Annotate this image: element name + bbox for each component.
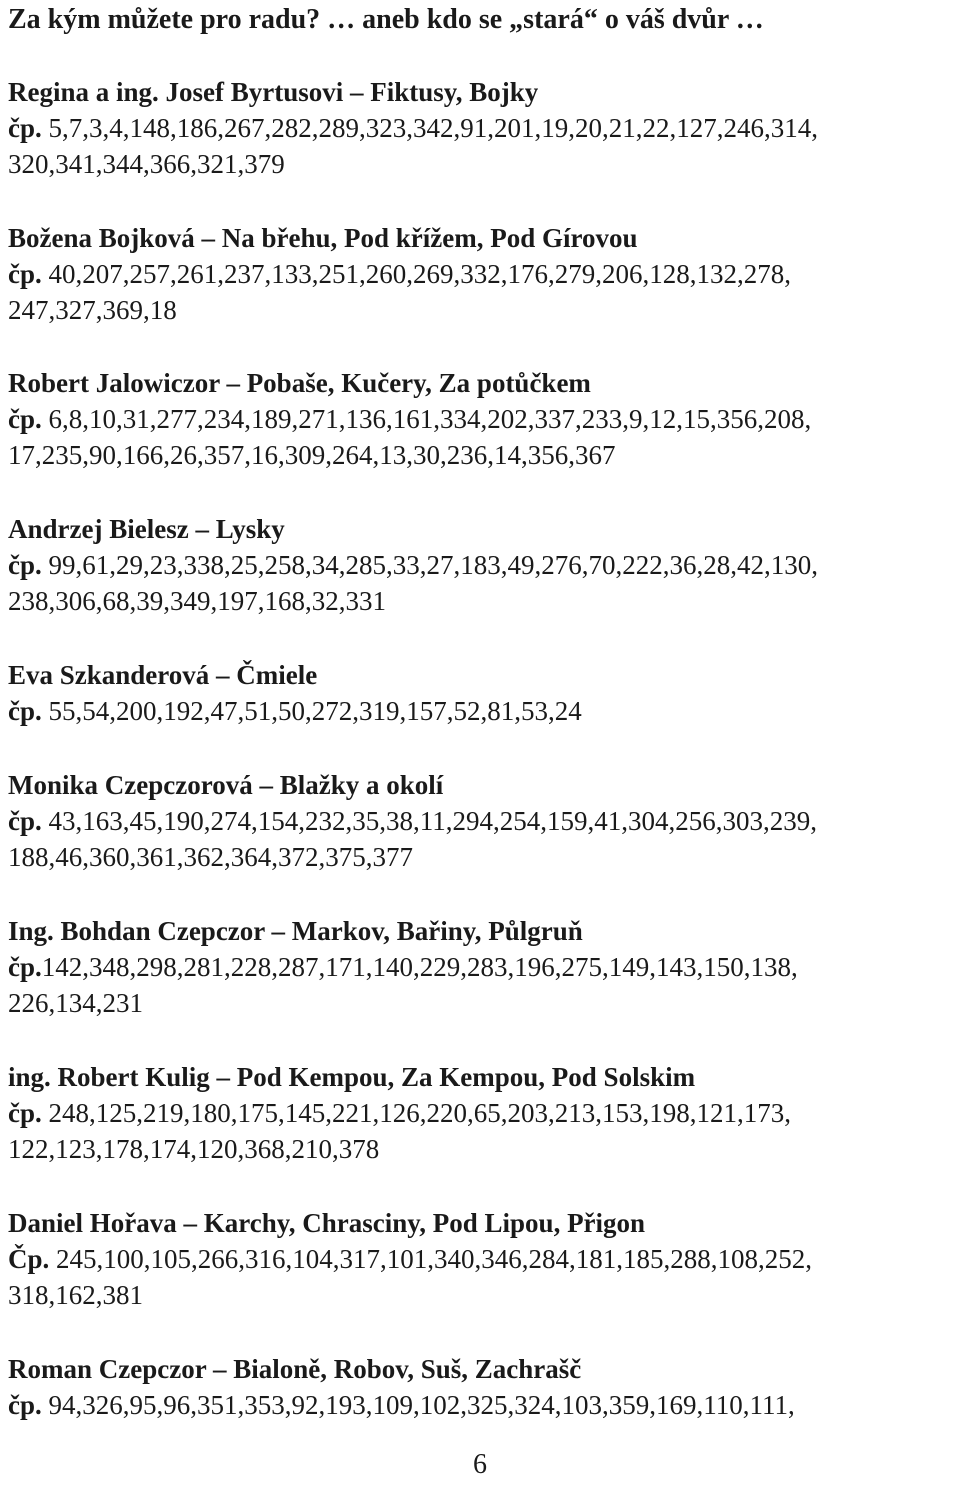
entry-name: ing. Robert Kulig – Pod Kempou, Za Kempou, Pod Solskim — [8, 1062, 696, 1092]
house-numbers-line: čp.142,348,298,281,228,287,171,140,229,283,196,275,149,143,150,138, — [8, 952, 798, 982]
entry-name: Eva Szkanderová – Čmiele — [8, 660, 318, 690]
house-number-prefix: čp. — [8, 1390, 42, 1420]
entry-byrtusovi — [8, 74, 956, 182]
house-numbers — [8, 401, 956, 473]
house-numbers — [8, 693, 956, 729]
entry-bohdan-czepczor — [8, 913, 956, 1021]
entry-horava — [8, 1205, 956, 1313]
entry-bielesz — [8, 511, 956, 619]
house-numbers — [8, 256, 956, 328]
house-number-prefix: čp. — [8, 404, 42, 434]
entry-name: Roman Czepczor – Bialoně, Robov, Suš, Zachrašč — [8, 1354, 582, 1384]
house-numbers-line: 122,123,178,174,120,368,210,378 — [8, 1134, 380, 1164]
house-numbers — [8, 547, 956, 619]
entry-szkanderova — [8, 657, 956, 729]
entry-name: Robert Jalowiczor – Pobaše, Kučery, Za potůčkem — [8, 368, 591, 398]
house-numbers-line: čp. 40,207,257,261,237,133,251,260,269,332,176,279,206,128,132,278, — [8, 259, 791, 289]
page-title: Za kým můžete pro radu? … aneb kdo se „stará“ o váš dvůr … — [8, 4, 764, 35]
entry-name: Božena Bojková – Na břehu, Pod křížem, Pod Gírovou — [8, 223, 638, 253]
house-numbers-line: 238,306,68,39,349,197,168,32,331 — [8, 586, 386, 616]
entry-czepczorova — [8, 767, 956, 875]
entry-roman-czepczor — [8, 1351, 956, 1423]
house-numbers-line: 188,46,360,361,362,364,372,375,377 — [8, 842, 413, 872]
house-number-prefix: čp. — [8, 113, 42, 143]
entry-name: Andrzej Bielesz – Lysky — [8, 514, 285, 544]
house-numbers-line: čp. 55,54,200,192,47,51,50,272,319,157,52,81,53,24 — [8, 696, 582, 726]
house-numbers-line: čp. 99,61,29,23,338,25,258,34,285,33,27,183,49,276,70,222,36,28,42,130, — [8, 550, 818, 580]
entry-name: Monika Czepczorová – Blažky a okolí — [8, 770, 444, 800]
house-number-prefix: čp. — [8, 550, 42, 580]
entry-name: Regina a ing. Josef Byrtusovi – Fiktusy, Bojky — [8, 77, 539, 107]
entry-bojkova — [8, 220, 956, 328]
house-numbers — [8, 949, 956, 1021]
house-numbers-line: 17,235,90,166,26,357,16,309,264,13,30,236,14,356,367 — [8, 440, 616, 470]
house-number-prefix: čp. — [8, 696, 42, 726]
house-number-prefix: čp. — [8, 1098, 42, 1128]
house-numbers-line: 320,341,344,366,321,379 — [8, 149, 285, 179]
house-numbers — [8, 1387, 956, 1423]
house-number-prefix: Čp. — [8, 1244, 50, 1274]
page-number: 6 — [473, 1449, 487, 1480]
house-number-prefix: čp. — [8, 806, 42, 836]
entry-jalowiczor — [8, 365, 956, 473]
house-numbers-line: čp. 248,125,219,180,175,145,221,126,220,65,203,213,153,198,121,173, — [8, 1098, 791, 1128]
house-numbers-line: čp. 5,7,3,4,148,186,267,282,289,323,342,91,201,19,20,21,22,127,246,314, — [8, 113, 818, 143]
entry-name: Ing. Bohdan Czepczor – Markov, Bařiny, Půlgruň — [8, 916, 583, 946]
house-numbers — [8, 1095, 956, 1167]
house-numbers-line: 226,134,231 — [8, 988, 143, 1018]
house-numbers-line: 247,327,369,18 — [8, 295, 177, 325]
house-number-prefix: čp. — [8, 259, 42, 289]
house-numbers — [8, 803, 956, 875]
house-numbers-line: čp. 94,326,95,96,351,353,92,193,109,102,325,324,103,359,169,110,111, — [8, 1390, 795, 1420]
house-numbers-line: Čp. 245,100,105,266,316,104,317,101,340,346,284,181,185,288,108,252, — [8, 1244, 813, 1274]
house-numbers-line: čp. 6,8,10,31,277,234,189,271,136,161,334,202,337,233,9,12,15,356,208, — [8, 404, 812, 434]
house-numbers — [8, 1241, 956, 1313]
house-numbers-line: čp. 43,163,45,190,274,154,232,35,38,11,294,254,159,41,304,256,303,239, — [8, 806, 817, 836]
entry-kulig — [8, 1059, 956, 1167]
house-numbers — [8, 110, 956, 182]
house-numbers-line: 318,162,381 — [8, 1280, 143, 1310]
house-number-prefix: čp. — [8, 952, 42, 982]
entry-name: Daniel Hořava – Karchy, Chrasciny, Pod Lipou, Přigon — [8, 1208, 646, 1238]
